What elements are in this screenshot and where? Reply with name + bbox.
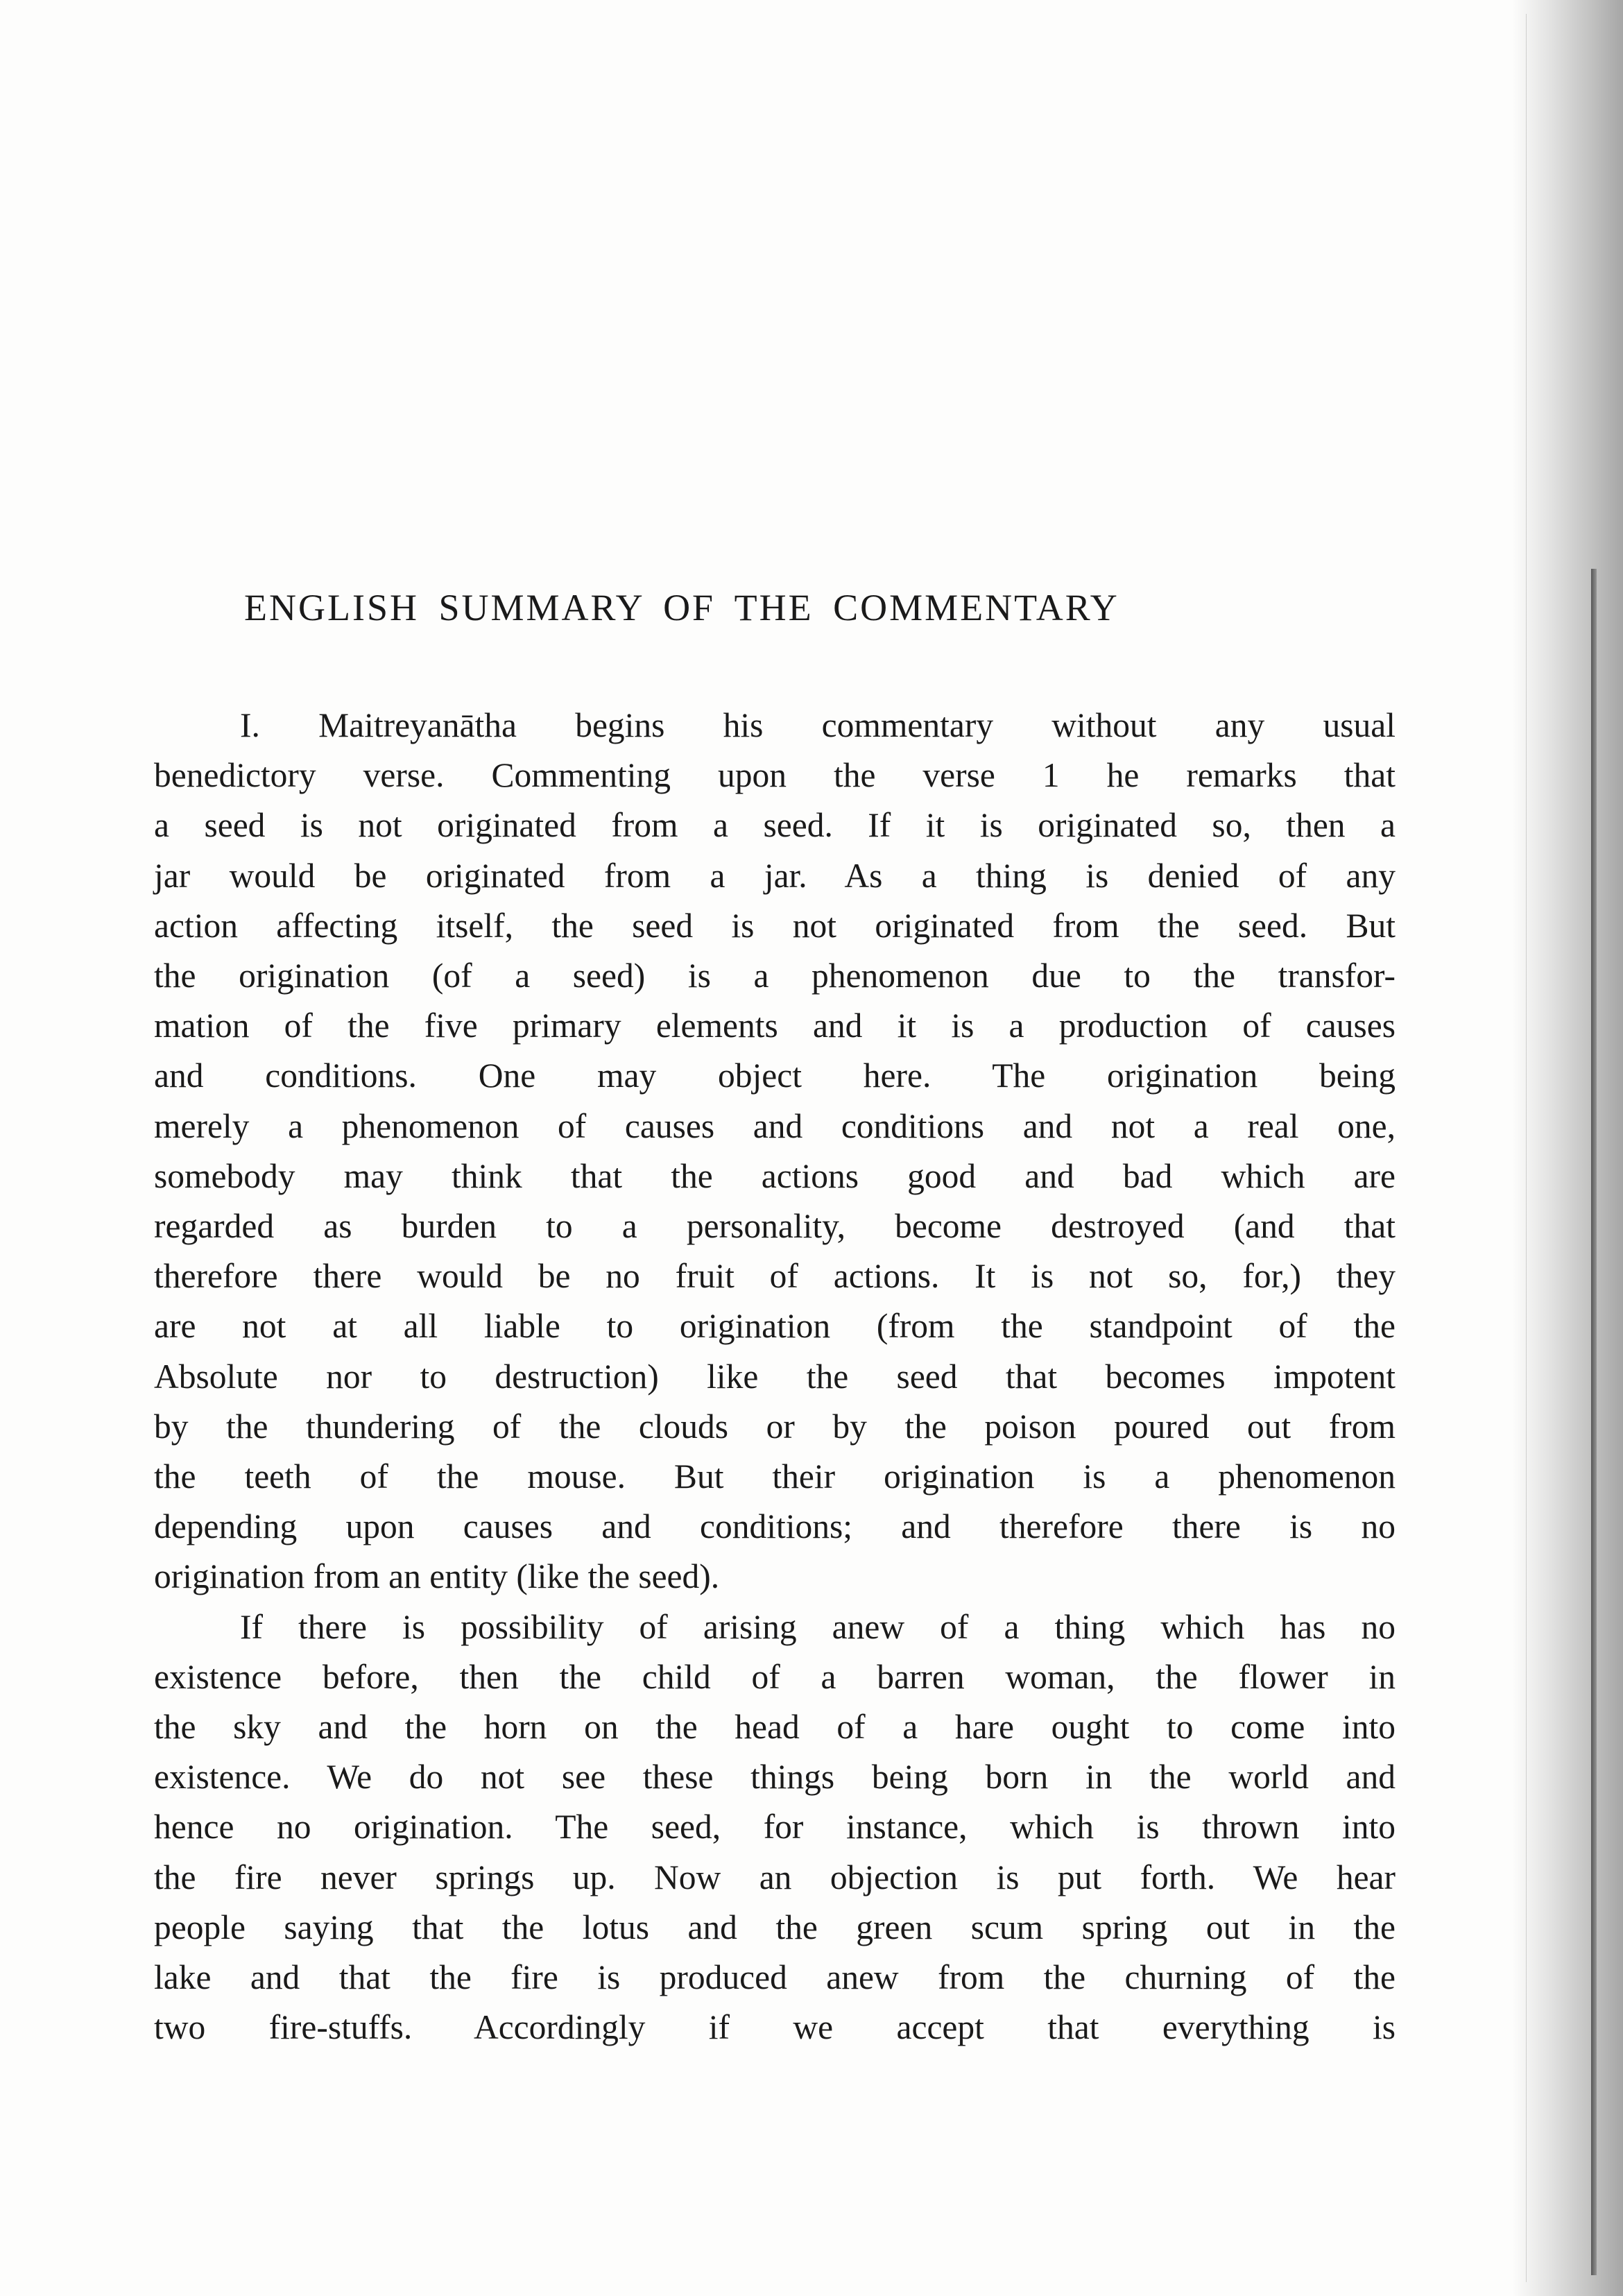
text-line: by the thundering of the clouds or by the poison poured out from (154, 1407, 1396, 1446)
page-fold-line (1526, 14, 1527, 2282)
text-line: Absolute nor to destruction) like the seed that becomes impotent (154, 1357, 1396, 1396)
text-line: benedictory verse. Commenting upon the verse 1 he remarks that (154, 756, 1396, 795)
page-title: ENGLISH SUMMARY OF THE COMMENTARY (244, 587, 1119, 628)
text-line: existence. We do not see these things being born in the world and (154, 1758, 1396, 1797)
text-line: mation of the five primary elements and it is a production of causes (154, 1006, 1396, 1045)
text-line: therefore there would be no fruit of actions. It is not so, for,) they (154, 1257, 1396, 1296)
text-line: depending upon causes and conditions; and therefore there is no (154, 1507, 1396, 1546)
text-line: the origination (of a seed) is a phenomenon due to the transfor- (154, 957, 1396, 995)
text-line: people saying that the lotus and the green scum spring out in the (154, 1908, 1396, 1946)
text-line: two fire-stuffs. Accordingly if we accept that everything is (154, 2008, 1396, 2047)
text-line: somebody may think that the actions good and bad which are (154, 1156, 1396, 1195)
text-line: jar would be originated from a jar. As a thing is denied of any (154, 856, 1396, 895)
text-line: the sky and the horn on the head of a hare ought to come into (154, 1708, 1396, 1747)
text-line: existence before, then the child of a barren woman, the flower in (154, 1657, 1396, 1696)
text-line: I. Maitreyanātha begins his commentary without any usual (240, 706, 1396, 744)
text-line: the fire never springs up. Now an objection is put forth. We hear (154, 1858, 1396, 1896)
text-line: origination from an entity (like the seed). (154, 1557, 720, 1596)
text-line: hence no origination. The seed, for instance, which is thrown into (154, 1808, 1396, 1847)
paragraph-1 (154, 701, 1396, 1602)
text-line: lake and that the fire is produced anew from the churning of the (154, 1958, 1396, 1997)
text-line: merely a phenomenon of causes and conditions and not a real one, (154, 1106, 1396, 1145)
text-line: the teeth of the mouse. But their origination is a phenomenon (154, 1457, 1396, 1496)
text-line: regarded as burden to a personality, become destroyed (and that (154, 1207, 1396, 1246)
text-line: If there is possibility of arising anew of a thing which has no (240, 1607, 1396, 1646)
paragraph-2 (154, 1602, 1396, 2053)
text-line: a seed is not originated from a seed. If it is originated so, then a (154, 806, 1396, 845)
text-line: are not at all liable to origination (from the standpoint of the (154, 1307, 1396, 1346)
binding-edge (1591, 569, 1597, 2275)
text-line: and conditions. One may object here. The origination being (154, 1056, 1396, 1095)
text-line: action affecting itself, the seed is not originated from the seed. But (154, 906, 1396, 945)
body-text (154, 701, 1396, 2053)
